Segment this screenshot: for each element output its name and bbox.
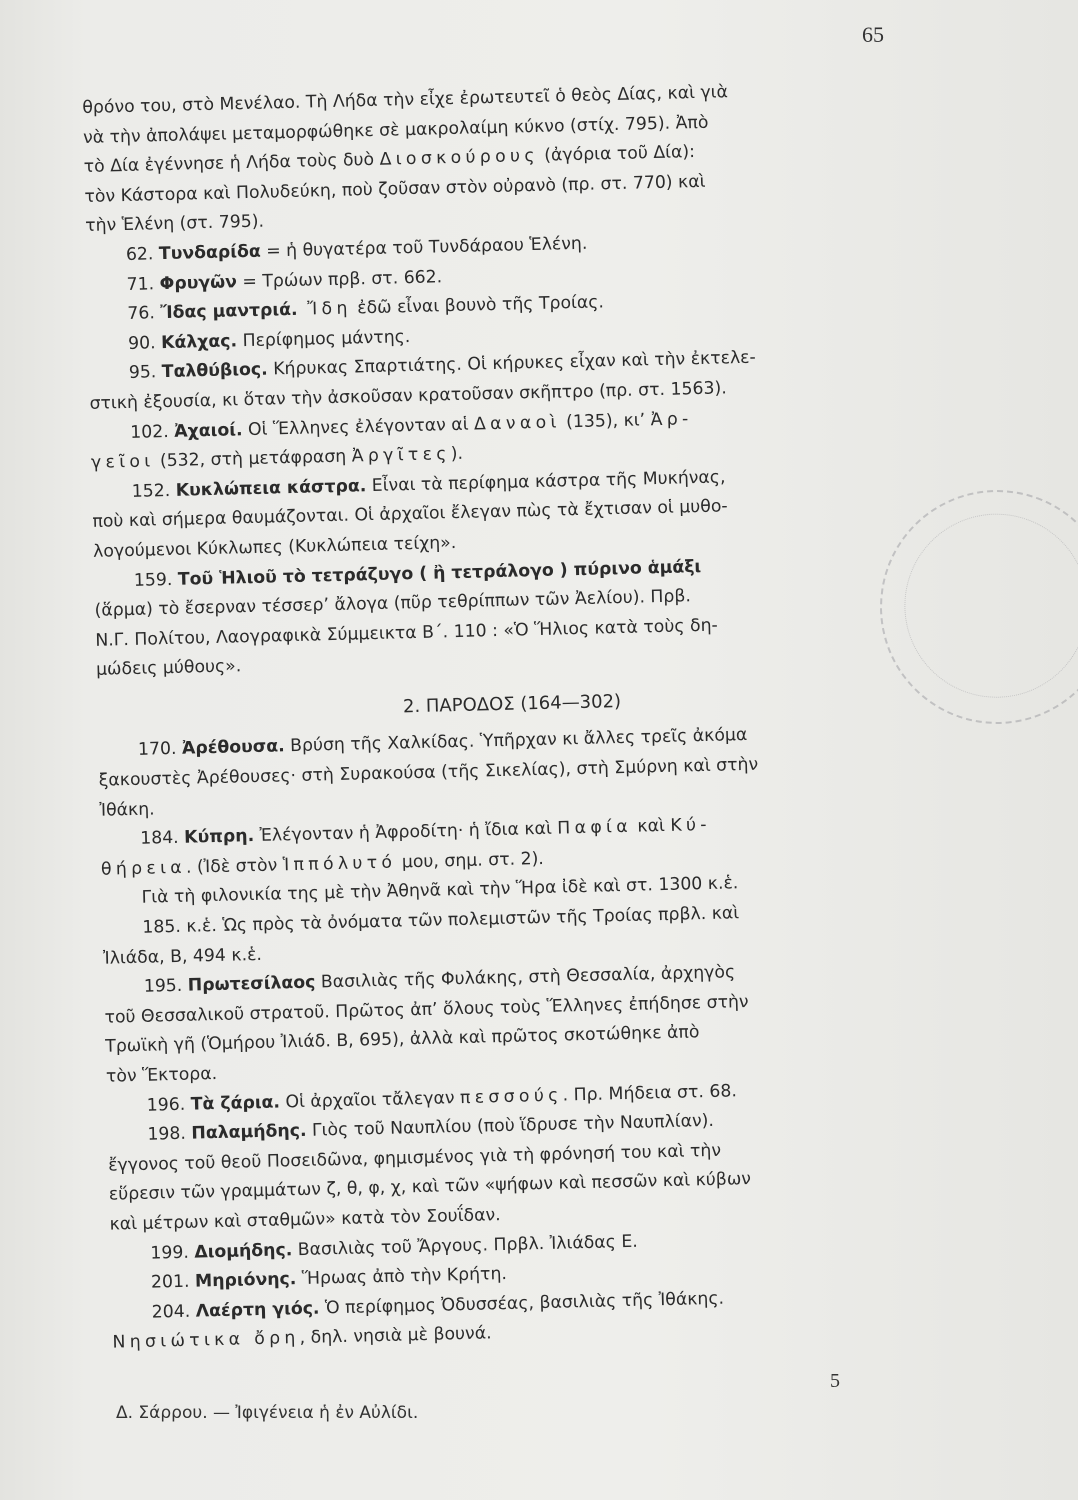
note-number: 62. [125, 244, 160, 265]
spaced-term: πεσσούς [459, 1085, 563, 1108]
note-heading: Τοῦ Ἡλιοῦ τὸ τετράζυγο ( ἢ τετράλογο ) πύρινο ἁμάξι [177, 556, 702, 590]
note-text: = Τρώων πρβ. στ. 662. [236, 266, 443, 292]
page-number: 65 [862, 22, 884, 47]
note-number: 199. [150, 1242, 195, 1264]
note-text: Ἐλέγονταν ἡ Ἀφροδίτη· ἡ ἴδια καὶ [253, 818, 558, 847]
note-number: 152. [131, 480, 176, 502]
note-number: 159. [133, 569, 179, 591]
text-line: Τρωϊκὴ γῆ (Ὁμήρου Ἰλιάδ. Β, 695), ἀλλὰ καὶ πρῶτος σκοτώθηκε ἀπὸ [105, 1022, 700, 1058]
note-number: 102. [130, 421, 175, 443]
spaced-term: θήρεια [100, 857, 187, 880]
text-line: Ἰλιάδα, Β, 494 κ.ἑ. [102, 944, 263, 969]
spaced-term: γεῖοι [90, 451, 155, 474]
note-heading: Τυνδαρίδα [158, 241, 261, 265]
spaced-term: Κύ- [670, 815, 712, 837]
text-run: ). [450, 443, 464, 465]
note-text: ἐδῶ εἶναι βουνὸ τῆς Τροίας. [351, 292, 605, 319]
text-line: Γιὰ τὴ φιλονικία της μὲ τὴν Ἀθηνᾶ καὶ τὴν Ἥρα ἰδὲ καὶ στ. 1300 κ.ἑ. [141, 873, 739, 909]
text-line: θρόνο του, στὸ Μενέλαο. Τὴ Λήδα τὴν εἶχε ἐρωτευτεῖ ὁ θεὸς Δίας, καὶ γιὰ [82, 82, 729, 118]
spaced-term: Παφία [557, 817, 633, 839]
note-heading: Φρυγῶν [159, 271, 238, 294]
note-heading: Ἀχαιοί. [174, 419, 243, 442]
note-heading: Τὰ ζάρια. [190, 1092, 281, 1115]
text-line: τὸν Κάστορα καὶ Πολυδεύκη, ποὺ ζοῦσαν στὸν οὐρανὸ (πρ. στ. 770) καὶ [84, 171, 706, 207]
text-line: τοῦ Θεσσαλικοῦ στρατοῦ. Πρῶτος ἀπ’ ὅλους τοὺς Ἕλληνες ἐπήδησε στὴν [104, 991, 749, 1028]
text-line: λογούμενοι Κύκλωπες (Κυκλώπεια τείχη». [92, 532, 457, 562]
spaced-term: Ἴδη [297, 298, 352, 320]
note-text: Οἱ ἀρχαῖοι τἄλεγαν [279, 1087, 461, 1113]
note-number: 90. [127, 332, 162, 354]
note-heading: Παλαμήδης. [191, 1121, 307, 1144]
text-run: . (Ἰδὲ στὸν [185, 855, 283, 878]
note-text: Βασιλιὰς τῆς Φυλάκης, στὴ Θεσσαλία, ἀρχηγὸς [315, 962, 736, 993]
note-text: Γιὸς τοῦ Ναυπλίου (ποὺ ἵδρυσε τὴν Ναυπλίαν). [306, 1111, 715, 1142]
note-heading: Ἴδας μαντριά. [160, 299, 298, 324]
text-line: καὶ μέτρων καὶ σταθμῶν» κατὰ τὸν Σουΐδαν. [109, 1205, 501, 1235]
note-text: Βασιλιὰς τοῦ Ἄργους. Πρβλ. Ἰλιάδας Ε. [292, 1231, 638, 1260]
note-text: καὶ [631, 816, 671, 838]
text-line: τὴν Ἑλένη (στ. 795). [84, 211, 265, 237]
note-heading: Πρωτεσίλαος [187, 972, 316, 996]
commentary-text [82, 74, 913, 1358]
text-run: τὸ Δία ἐγέννησε ἡ Λήδα τοὺς δυὸ [83, 149, 380, 178]
note-number: 184. [139, 827, 185, 850]
note-text: Βρύση τῆς Χαλκίδας. Ὑπῆρχαν κι ἄλλες τρεῖς ἀκόμα [284, 725, 748, 757]
spaced-term: Ἱππόλυτό [282, 852, 397, 876]
note-text: . Πρ. Μήδεια στ. 68. [562, 1080, 738, 1106]
text-line: εὕρεσιν τῶν γραμμάτων ζ, θ, φ, χ, καὶ τῶν «ψήφων καὶ πεσσῶν καὶ κύβων [108, 1169, 752, 1206]
note-number: 198. [147, 1123, 192, 1145]
spaced-term: Ἀρ- [650, 408, 693, 430]
note-number: 195. [143, 975, 189, 997]
note-heading: Μηριόνης. [194, 1269, 297, 1292]
note-number: 170. [137, 739, 183, 761]
text-line: τὸν Ἕκτορα. [105, 1063, 218, 1087]
section-heading: 2. ΠΑΡΟΔΟΣ (164—302) [402, 690, 622, 718]
note-number: 71. [126, 273, 160, 295]
footer-title: Δ. Σάρρου. — Ἰφιγένεια ἡ ἐν Αὐλίδι. [116, 1403, 419, 1423]
note-number: 196. [146, 1094, 191, 1116]
note-text: (135), κι’ [560, 409, 651, 432]
text-run: (ἀγόρια τοῦ Δία): [538, 142, 696, 167]
text-line: ποὺ καὶ σήμερα θαυμάζονται. Οἱ ἀρχαῖοι ἔλεγαν πὼς τὰ ἔχτισαν οἱ μυθο- [92, 496, 728, 533]
text-line: ἔγγονος τοῦ θεοῦ Ποσειδῶνα, φημισμένος γιὰ τὴ φρόνησή του καὶ τὴν [107, 1140, 722, 1176]
text-line: νὰ τὴν ἀπολάψει μεταμορφώθηκε σὲ μακρολαίμη κύκνο (στίχ. 795). Ἀπὸ [82, 112, 709, 148]
note-text: Εἶναι τὰ περίφημα κάστρα τῆς Μυκήνας, [366, 467, 726, 496]
spaced-term: Ἀργῖτες [351, 444, 451, 467]
note-text: = ἡ θυγατέρα τοῦ Τυνδάραου Ἑλένη. [260, 233, 588, 262]
note-text: Ὁ περίφημος Ὀδυσσέας, βασιλιὰς τῆς Ἰθάκης. [319, 1288, 725, 1319]
note-text: Κήρυκας Σπαρτιάτης. Οἱ κήρυκες εἶχαν καὶ τὴν ἐκτελε- [267, 347, 757, 380]
note-number: 76. [127, 303, 161, 325]
note-heading: Λαέρτη γιός. [195, 1298, 320, 1322]
text-run: (532, στὴ μετάφραση [154, 446, 352, 472]
text-line: (ἅρμα) τὸ ἔσερναν τέσσερ’ ἄλογα (πῦρ τεθρίππων τῶν Ἀελίου). Πρβ. [94, 586, 692, 621]
note-heading: Κάλχας. [160, 331, 238, 353]
note-heading: Ταλθύβιος. [161, 359, 268, 383]
signature-number: 5 [830, 1370, 840, 1392]
note-heading: Κυκλώπεια κάστρα. [175, 475, 367, 501]
note-text: Περίφημος μάντης. [236, 326, 411, 352]
text-line: στικὴ ἐξουσία, κι ὅταν τὴν ἀσκοῦσαν κρατοῦσαν σκῆπτρο (πρ. στ. 1563). [89, 378, 727, 414]
note-text: Ἥρωας ἀπὸ τὴν Κρήτη. [296, 1264, 508, 1290]
note-number: 201. [150, 1271, 196, 1293]
note-text: Οἱ Ἕλληνες ἐλέγονταν αἱ [242, 414, 475, 440]
spaced-term: Δαναοὶ [473, 411, 561, 435]
note-heading: Κύπρη. [183, 826, 255, 848]
spaced-term: Διοσκούρους [379, 146, 540, 170]
text-line: μώδεις μύθους». [95, 656, 242, 681]
library-stamp-inner [878, 488, 1078, 724]
text-line: ξακουστὲς Ἀρέθουσες· στὴ Συρακούσα (τῆς Σικελίας), στὴ Σμύρνη καὶ στὴν [98, 754, 759, 791]
text-line: Ἰθάκη. [99, 799, 155, 821]
note-number: 204. [151, 1301, 197, 1323]
note-heading: Ἀρέθουσα. [181, 736, 285, 760]
note-number: 95. [128, 362, 163, 384]
note-heading: Διομήδης. [194, 1239, 293, 1263]
text-line: Ν.Γ. Πολίτου, Λαογραφικὰ Σύμμεικτα Β΄. 110 : «Ὁ Ἥλιος κατὰ τοὺς δη- [95, 615, 719, 651]
text-run: μου, σημ. στ. 2). [396, 848, 545, 873]
text-run: , δηλ. νησιὰ μὲ βουνά. [299, 1323, 492, 1349]
spaced-term: Νησιώτικα ὄρη [112, 1328, 300, 1353]
note-185: 185. κ.ἑ. Ὡς πρὸς τὰ ὀνόματα τῶν πολεμιστῶν τῆς Τροίας πρβλ. καὶ [142, 903, 740, 938]
